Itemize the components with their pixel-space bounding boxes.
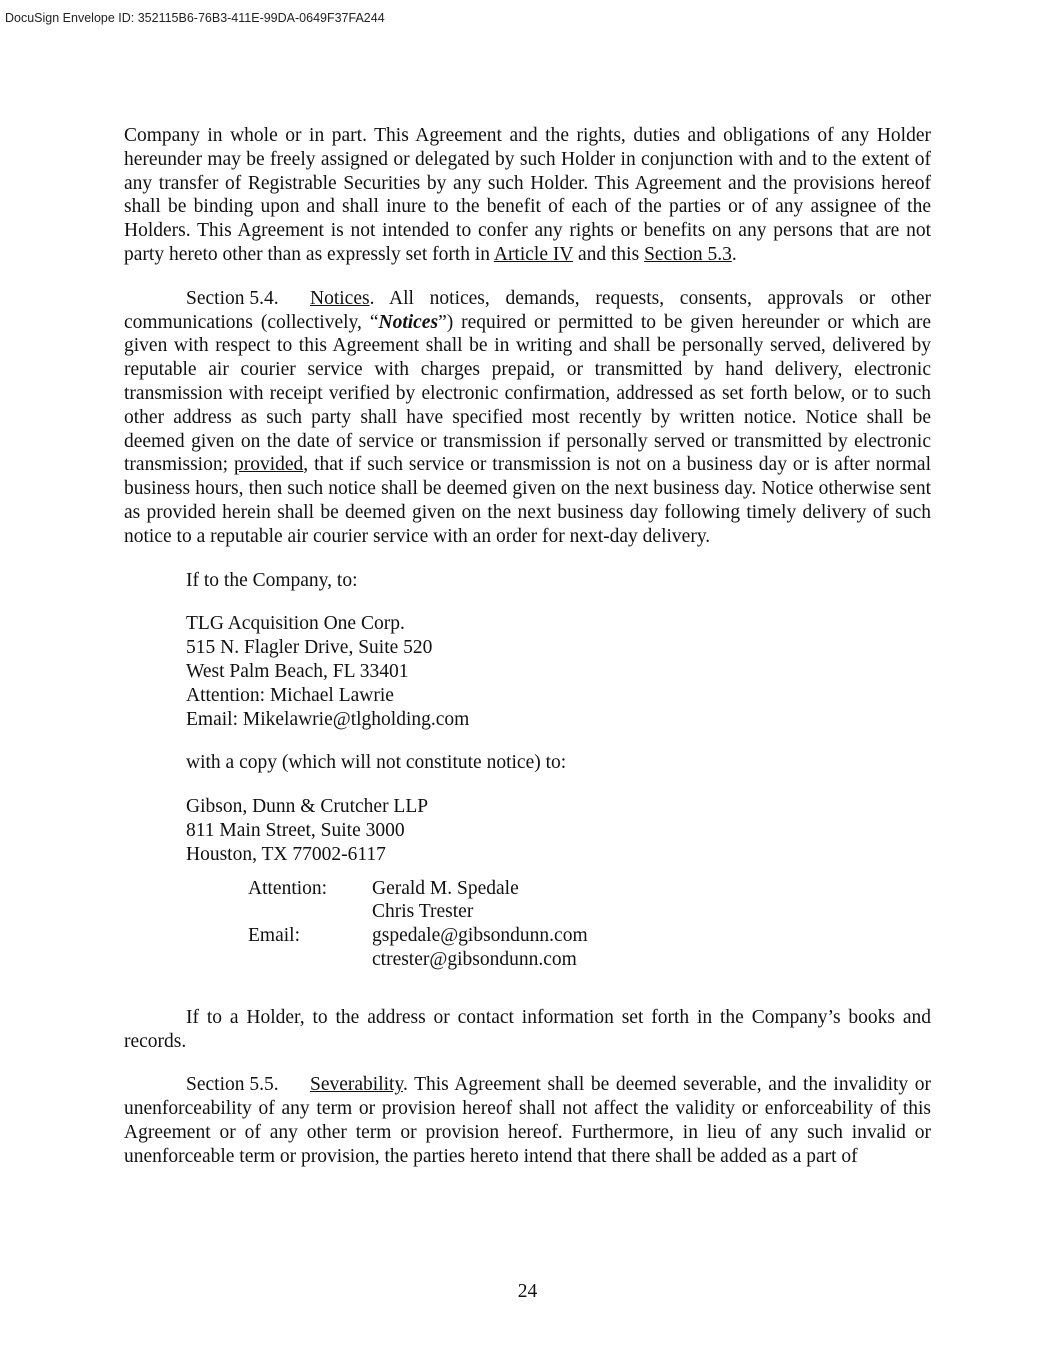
attention-row <box>248 900 931 924</box>
address-line: Gibson, Dunn & Crutcher LLP <box>186 796 429 818</box>
address-line: 811 Main Street, Suite 3000 <box>186 819 405 841</box>
email-row <box>248 948 931 972</box>
section-title: Notices <box>310 287 370 309</box>
email-address: ctrester@gibsondunn.com <box>372 948 577 970</box>
defined-term: Notices <box>378 311 439 333</box>
address-line: TLG Acquisition One Corp. <box>186 613 405 635</box>
section-5-4-notices: Section 5.4. Notices. All notices, demands, requests, consents, approvals or other communications (collectively, “Notices”) required or permitted to be given hereunder or which are given with respect to this Agreement shall be in writing and shall be personally served, delivered by reputable air courier service with charges prepaid, or transmitted by hand delivery, electronic transmission with receipt verified by electronic confirmation, addressed as set forth below, or to such other address as such party shall have specified most recently by written notice. Notice shall be deemed given on the date of service or transmission if personally served or transmitted by electronic transmission; provided, that if such service or transmission is not on a business day or is after normal business hours, then such notice shall be deemed given on the next business day. Notice otherwise sent as provided herein shall be deemed given on the next business day following timely delivery of such notice to a reputable air courier service with an order for next-day delivery. <box>124 287 932 547</box>
holder-notice-paragraph: If to a Holder, to the address or contact information set forth in the Company’s books and records. <box>124 1006 931 1052</box>
address-line: Email: Mikelawrie@tlgholding.com <box>186 708 470 730</box>
section-number: Section 5.4. <box>186 287 279 309</box>
address-line: West Palm Beach, FL 33401 <box>186 660 409 682</box>
article-iv-reference: Article IV <box>493 243 574 265</box>
counsel-contacts <box>124 877 931 972</box>
section-5-3-reference: Section 5.3 <box>644 243 732 265</box>
attention-row <box>248 877 931 901</box>
continuation-paragraph: Company in whole or in part. This Agreement and the rights, duties and obligations of any Holder hereunder may be freely assigned or delegated by such Holder in conjunction with and to the extent of any transfer of Registrable Securities by any such Holder. This Agreement and the provisions hereof shall be binding upon and shall inure to the benefit of each of the parties or of any assignee of the Holders. This Agreement is not intended to confer any rights or benefits on any persons that are not party hereto other than as expressly set forth in Article IV and this Section 5.3. <box>124 125 931 265</box>
copy-intro: with a copy (which will not constitute notice) to: <box>186 752 567 774</box>
email-address: gspedale@gibsondunn.com <box>372 925 588 947</box>
address-line: Houston, TX 77002-6117 <box>186 843 386 865</box>
document-body <box>124 124 931 1168</box>
section-number: Section 5.5. <box>186 1074 279 1096</box>
email-row <box>248 924 931 948</box>
counsel-address <box>124 795 931 866</box>
attention-name: Gerald M. Spedale <box>372 877 519 899</box>
address-line: 515 N. Flagler Drive, Suite 520 <box>186 637 433 659</box>
section-title: Severability <box>310 1074 403 1096</box>
provided-term: provided <box>233 454 304 476</box>
company-address <box>124 612 931 731</box>
address-line: Attention: Michael Lawrie <box>186 684 394 706</box>
email-label: Email: <box>248 925 300 947</box>
docusign-envelope-id: DocuSign Envelope ID: 352115B6-76B3-411E-99DA-0649F37FA244 <box>5 11 385 25</box>
page-number: 24 <box>517 1281 538 1302</box>
attention-name: Chris Trester <box>372 901 474 923</box>
section-5-5-severability: Section 5.5. Severability. This Agreement shall be deemed severable, and the invalidity or unenforceability of any term or provision hereof shall not affect the validity or enforceability of this Agreement or of any other term or provision hereof. Furthermore, in lieu of any such invalid or unenforceable term or provision, the parties hereto intend that there shall be added as a part of <box>124 1074 931 1167</box>
company-intro: If to the Company, to: <box>186 569 358 591</box>
attention-label: Attention: <box>248 877 328 899</box>
